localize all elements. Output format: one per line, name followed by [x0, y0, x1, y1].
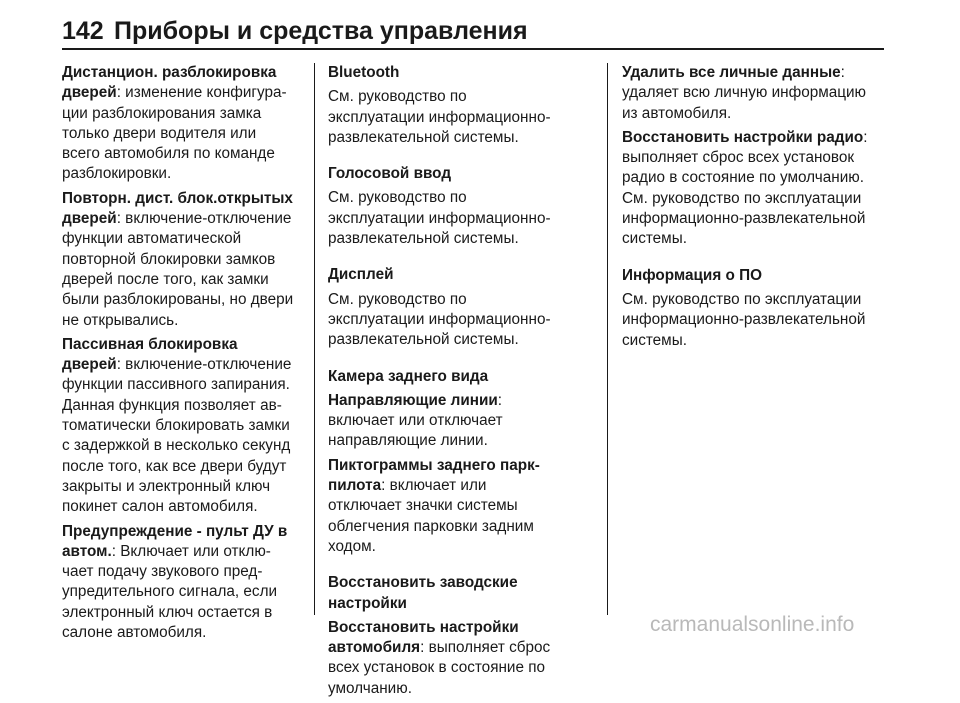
watermark: carmanualsonline.info [650, 613, 855, 636]
section-camera [328, 367, 562, 558]
setting-description: : изменение конфигурации разблокирования замка только двери водителя или всего автомобиля по команде разблокировки. [62, 84, 287, 183]
page-title: Приборы и средства управления [114, 17, 528, 45]
setting-term: Восстановить настройки радио [622, 128, 864, 146]
setting-term: Пиктограммы заднего парк-пилота [328, 456, 540, 495]
setting-term: Направляющие линии [328, 391, 498, 409]
setting-clear-personal-data [622, 63, 878, 124]
setting-term: Восстановить настройки автомобиля [328, 618, 519, 657]
column-2 [328, 63, 562, 703]
setting-passive-lock [62, 335, 296, 518]
page-header [62, 0, 884, 50]
section-text: См. руководство по эксплуатации информационно-развлекательной системы. [622, 290, 866, 349]
section-text: См. руководство по эксплуатации информационно-развлекательной системы. [328, 88, 551, 146]
page-number: 142 [62, 17, 104, 45]
setting-description: : включает или отключает направляющие линии. [328, 391, 503, 450]
setting-remote-unlock [62, 63, 296, 185]
setting-description: : выполняет сброс всех установок в состояние по умолчанию. [328, 639, 551, 697]
section-heading: Восстановить заводские настройки [328, 574, 518, 612]
setting-description: : выполняет сброс всех установок радио в состояние по умолчанию. См. руководство по эксплуатации информационно-развлекательной системы. [622, 128, 868, 248]
section-heading: Дисплей [328, 266, 394, 284]
section-software-info [622, 266, 878, 351]
setting-description: : включает или отключает значки системы облегчения парковки задним ходом. [328, 477, 534, 555]
section-heading: Bluetooth [328, 64, 400, 81]
setting-term: Пассивная блокировка дверей [62, 335, 238, 374]
column-divider-2 [607, 63, 608, 615]
column-1 [62, 63, 296, 647]
column-3 [622, 63, 878, 355]
setting-term: Дистанцион. разблокировка дверей [62, 64, 277, 102]
section-text: См. руководство по эксплуатации информационно-развлекательной системы. [328, 290, 551, 349]
setting-description: : включение-отключение функции пассивного запирания. Данная функция позволяет автоматически блокировать замки с задержкой в несколько секунд после того, как все двери будут закрыты и электронный ключ покинет салон автомобиля. [62, 356, 292, 516]
section-display [328, 265, 562, 350]
section-factory-reset [328, 573, 562, 699]
setting-park-assist-icons [328, 456, 562, 557]
section-heading: Голосовой ввод [328, 165, 452, 183]
section-voice [328, 164, 562, 249]
setting-description: : включение-отключение функции автоматической повторной блокировки замков дверей после того, как замки были разблокированы, но двери не открывались. [62, 210, 294, 329]
setting-term: Предупреждение - пульт ДУ в автом. [62, 522, 288, 560]
setting-remote-relock [62, 189, 296, 331]
setting-restore-vehicle [328, 618, 562, 699]
column-divider-1 [314, 63, 315, 615]
section-heading: Информация о ПО [622, 266, 762, 284]
setting-term: Удалить все личные данные [622, 64, 841, 81]
setting-description: : Включает или отключает подачу звукового предупредительного сигнала, если электронный ключ остается в салоне автомобиля. [62, 542, 278, 642]
setting-description: : удаляет всю личную информацию из автомобиля. [622, 64, 867, 122]
section-bluetooth [328, 63, 562, 148]
section-heading: Камера заднего вида [328, 367, 489, 385]
setting-restore-radio [622, 128, 878, 250]
setting-guidelines [328, 391, 562, 452]
setting-remote-alert [62, 522, 296, 644]
section-text: См. руководство по эксплуатации информационно-развлекательной системы. [328, 189, 551, 248]
setting-term: Повторн. дист. блок.открытых дверей [62, 189, 293, 228]
header-rule [62, 48, 884, 50]
